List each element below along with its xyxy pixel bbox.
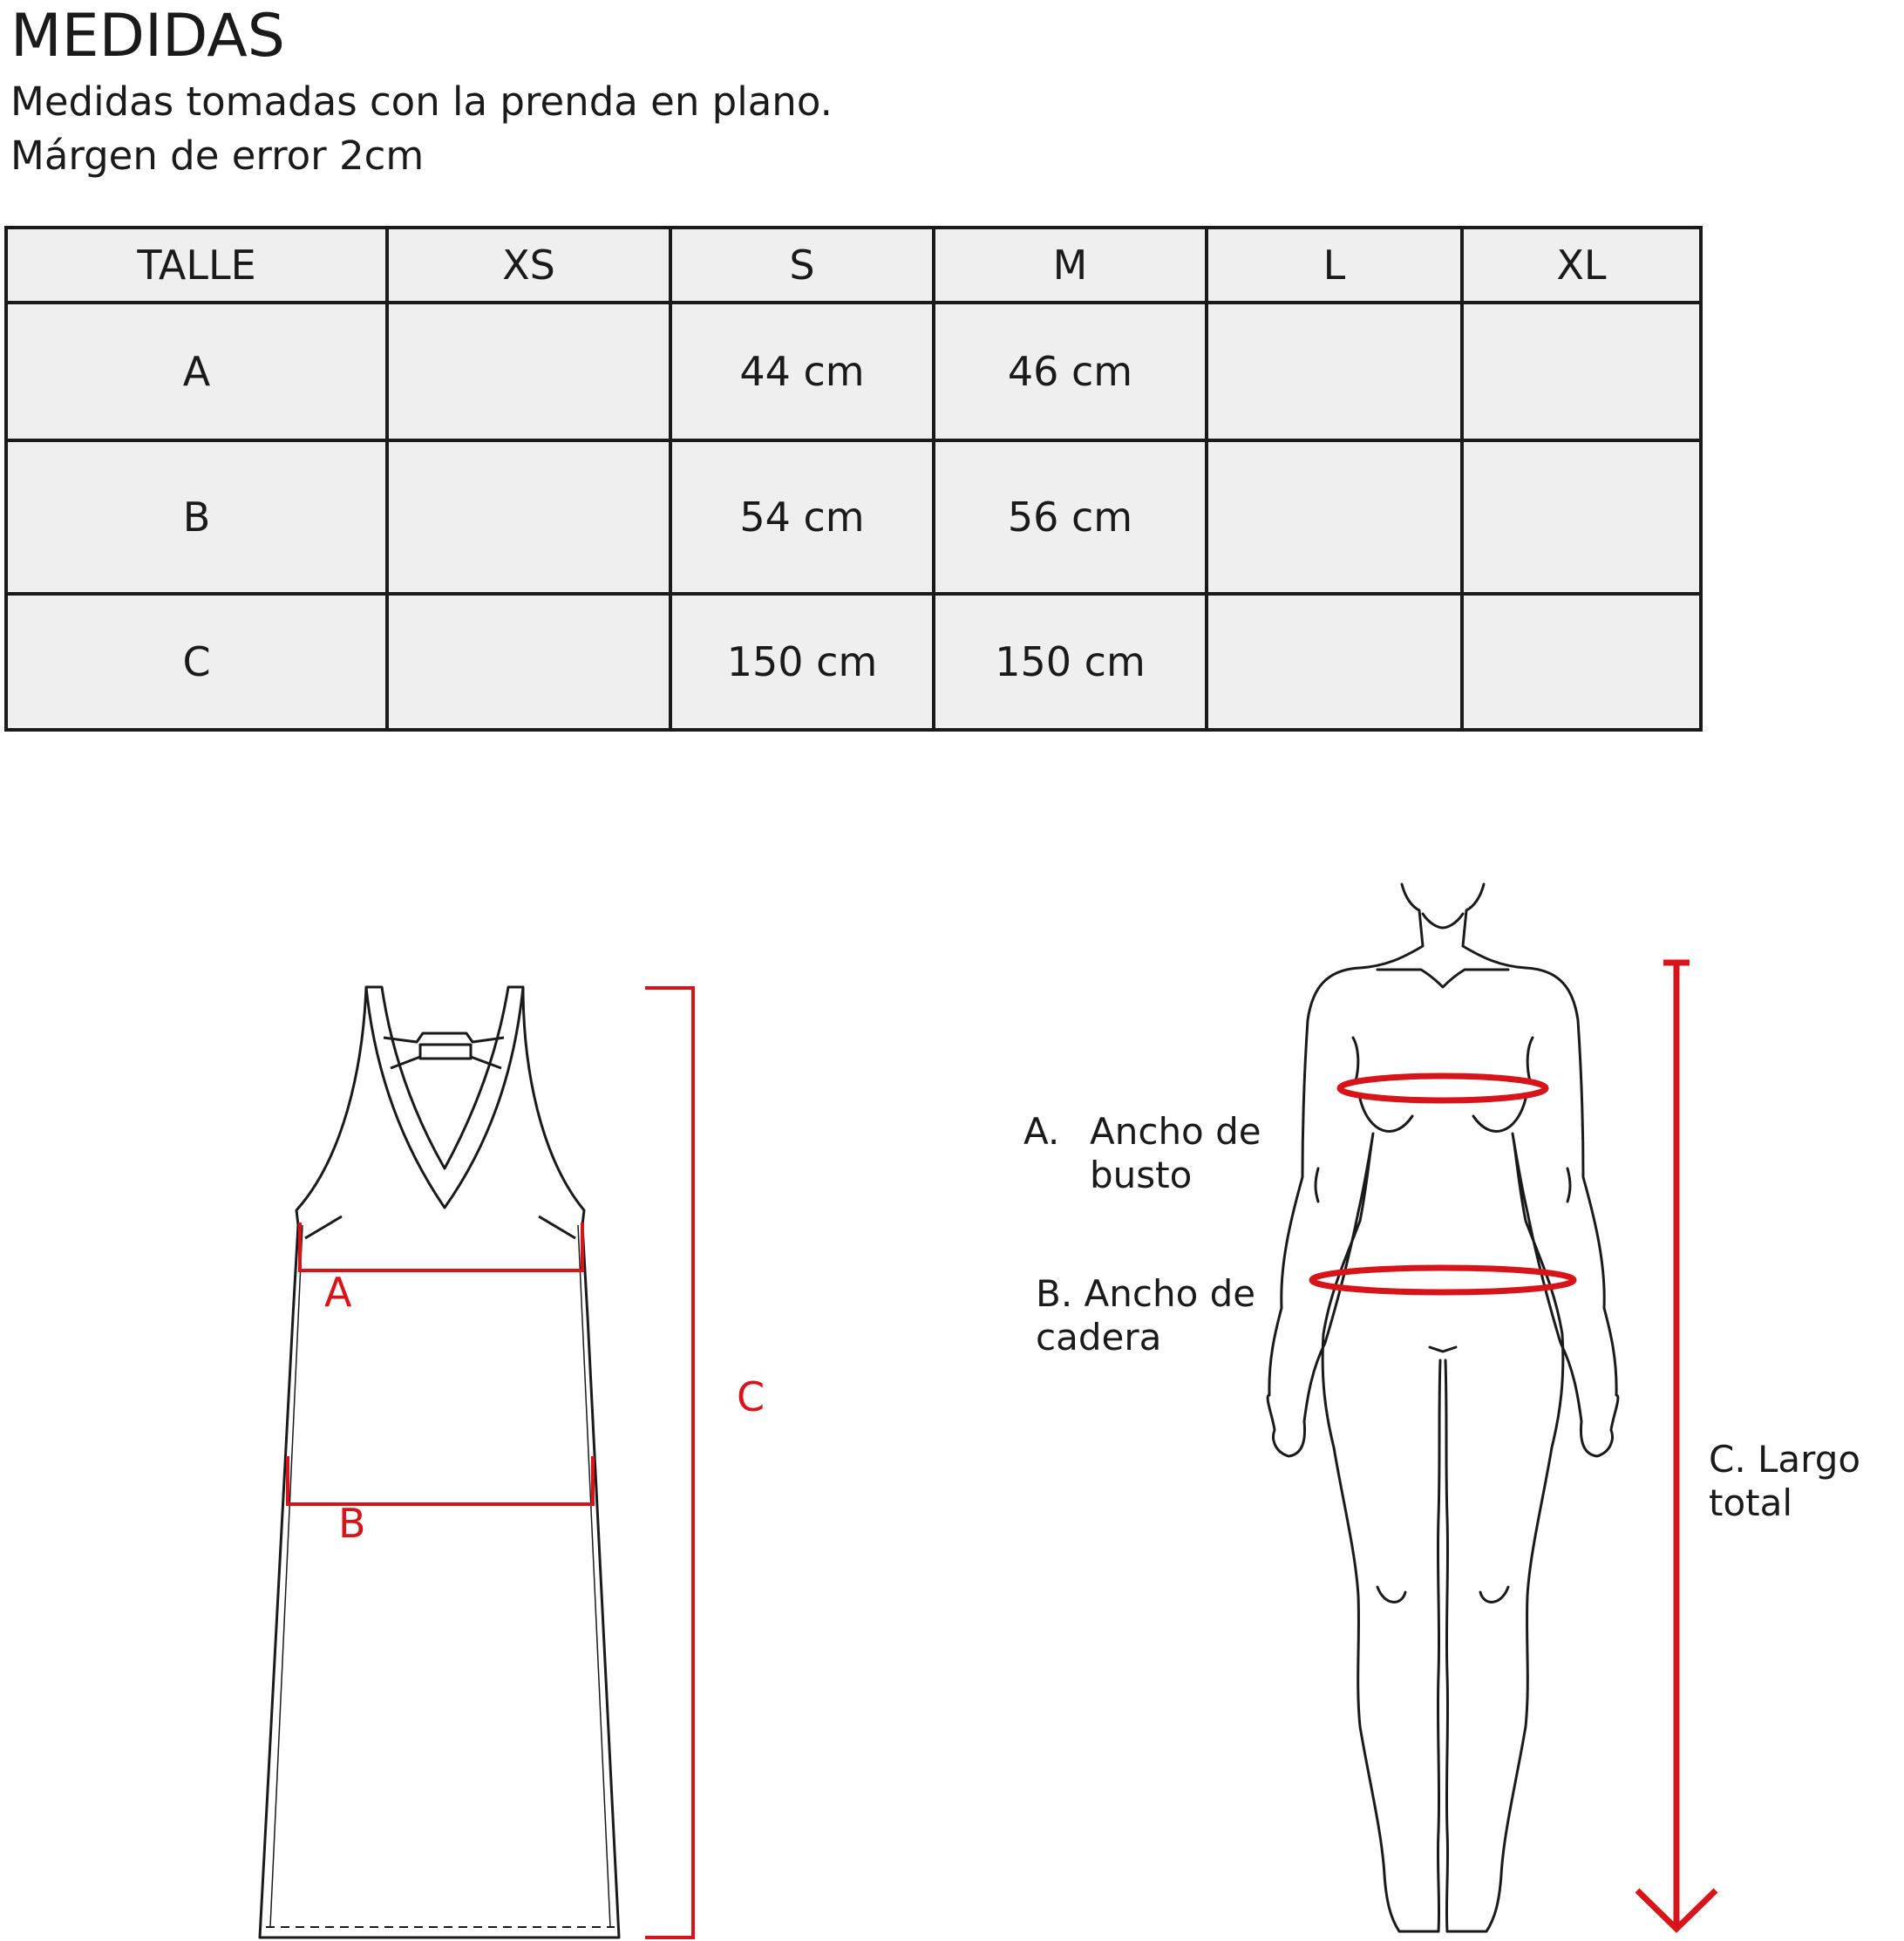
hip-label-line1: B. Ancho de <box>1036 1272 1256 1315</box>
cell-s: 44 cm <box>670 303 934 440</box>
header-talle: TALLE <box>6 228 387 303</box>
garment-label-a: A <box>324 1269 352 1316</box>
dress-sketch <box>260 987 619 1938</box>
row-label: C <box>6 594 387 730</box>
cell-m: 150 cm <box>934 594 1207 730</box>
length-label-line2: total <box>1709 1481 1793 1524</box>
body-figure <box>1268 884 1618 1931</box>
row-label: A <box>6 303 387 440</box>
header-xs: XS <box>387 228 670 303</box>
bust-label-line2: busto <box>1090 1154 1193 1196</box>
bust-label-line1: Ancho de <box>1090 1110 1261 1153</box>
cell-m: 46 cm <box>934 303 1207 440</box>
garment-label-c: C <box>737 1373 765 1420</box>
garment-label-b: B <box>338 1500 366 1547</box>
row-label: B <box>6 440 387 594</box>
cell-s: 150 cm <box>670 594 934 730</box>
bust-label-letter: A. <box>1023 1110 1060 1153</box>
length-label-line1: C. Largo <box>1709 1438 1861 1481</box>
cell-s: 54 cm <box>670 440 934 594</box>
page-title: MEDIDAS <box>10 2 285 71</box>
note-flat-measure: Medidas tomadas con la prenda en plano. <box>10 78 833 125</box>
cell-m: 56 cm <box>934 440 1207 594</box>
header-m: M <box>934 228 1207 303</box>
dress-measure-lines <box>288 988 693 1938</box>
header-s: S <box>670 228 934 303</box>
hip-label-line2: cadera <box>1036 1316 1162 1359</box>
header-xl: XL <box>1462 228 1701 303</box>
header-l: L <box>1207 228 1462 303</box>
note-error-margin: Márgen de error 2cm <box>10 133 425 179</box>
